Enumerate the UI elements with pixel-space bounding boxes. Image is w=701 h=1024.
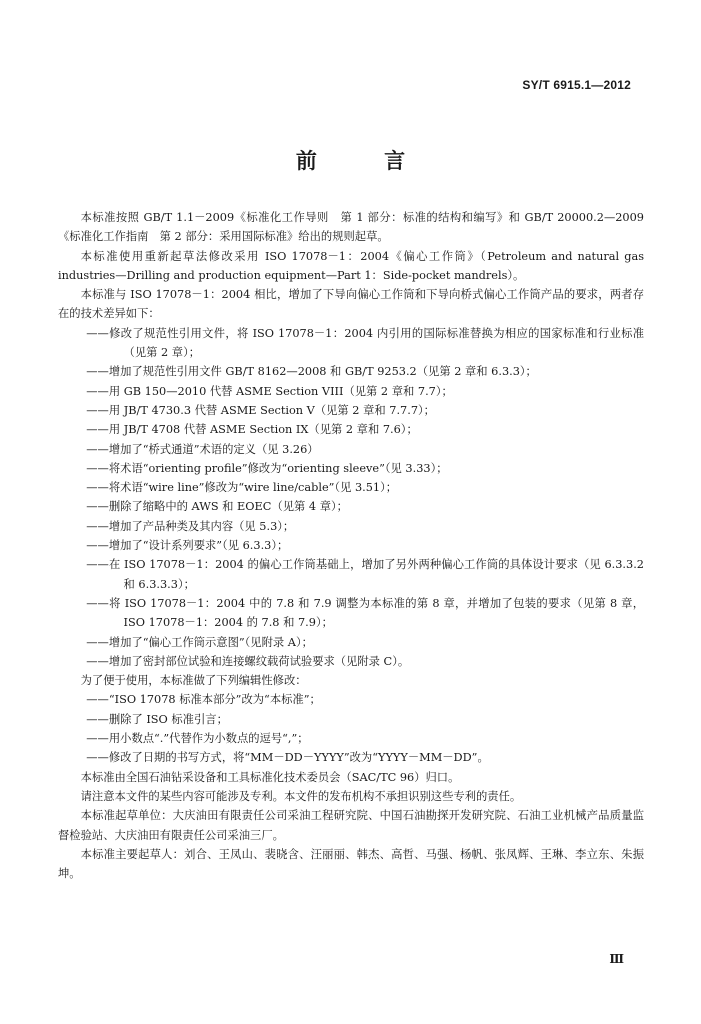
list-item: ——删除了 ISO 标准引言； xyxy=(86,712,228,726)
list-item: ——在 ISO 17078－1：2004 的偏心工作筒基础上，增加了另外两种偏心工作筒的具体设计要求（见 6.3.3.2 和 6.3.3.3）； xyxy=(86,558,644,591)
list-item: ——将 ISO 17078－1：2004 中的 7.8 和 7.9 调整为本标准的第 8 章，并增加了包装的要求（见第 8 章，ISO 17078－1：2004 的 7.8 和 7.9）； xyxy=(86,596,644,630)
list-item: ——增加了“桥式通道”术语的定义（见 3.26） xyxy=(86,442,319,456)
list-item: ——用 GB 150—2010 代替 ASME Section VIII（见第 2 章和 7.7）； xyxy=(86,384,453,398)
document-body xyxy=(58,208,644,883)
list-item: ——用小数点“.”代替作为小数点的逗号“,”； xyxy=(86,732,309,746)
list-item: ——用 JB/T 4708 代替 ASME Section IX（见第 2 章和 7.6）； xyxy=(86,423,418,437)
standard-code: SY/T 6915.1—2012 xyxy=(522,78,631,92)
page-title: 前 言 xyxy=(295,148,436,173)
editorial-intro-paragraph: 为了便于使用，本标准做了下列编辑性修改： xyxy=(80,674,307,688)
adoption-paragraph: 本标准使用重新起草法修改采用 ISO 17078－1：2004《偏心工作筒》（Petroleum and natural gas industries—Drilling and production equipment—Part 1：Side-pocket mandrels）。 xyxy=(58,249,644,282)
tech-differences-list xyxy=(58,324,644,671)
page-number: Ⅲ xyxy=(609,952,623,966)
committee-paragraph: 本标准由全国石油钻采设备和工具标准化技术委员会（SAC/TC 96）归口。 xyxy=(80,770,460,784)
list-item: ——增加了“设计系列要求”（见 6.3.3）； xyxy=(86,539,289,553)
editorial-changes-list xyxy=(58,690,644,767)
list-item: ——“ISO 17078 标准本部分”改为“本标准”； xyxy=(86,693,321,707)
list-item: ——增加了密封部位试验和连接螺纹载荷试验要求（见附录 C）。 xyxy=(86,654,410,668)
list-item: ——增加了规范性引用文件 GB/T 8162—2008 和 GB/T 9253.2（见第 2 章和 6.3.3）； xyxy=(86,365,537,379)
differences-intro-paragraph: 本标准与 ISO 17078－1：2004 相比，增加了下导向偏心工作筒和下导向桥式偏心工作筒产品的要求，两者存在的技术差异如下： xyxy=(58,288,644,321)
drafting-units-paragraph: 本标准起草单位：大庆油田有限责任公司采油工程研究院、中国石油勘探开发研究院、石油工业机械产品质量监督检验站、大庆油田有限责任公司采油三厂。 xyxy=(58,809,644,842)
drafters-paragraph: 本标准主要起草人：刘合、王凤山、裴晓含、汪丽丽、韩杰、高哲、马强、杨帆、张凤辉、王琳、李立东、朱振坤。 xyxy=(58,847,644,881)
list-item: ——将术语“wire line”修改为“wire line/cable”（见 3.51）； xyxy=(86,481,398,495)
list-item: ——修改了日期的书写方式，将“MM－DD－YYYY”改为“YYYY－MM－DD”。 xyxy=(86,751,489,765)
patent-notice-paragraph: 请注意本文件的某些内容可能涉及专利。本文件的发布机构不承担识别这些专利的责任。 xyxy=(80,789,522,803)
list-item: ——用 JB/T 4730.3 代替 ASME Section V（见第 2 章和 7.7.7）； xyxy=(86,403,435,417)
list-item: ——删除了缩略中的 AWS 和 EOEC（见第 4 章）； xyxy=(86,500,348,514)
list-item: ——增加了“偏心工作筒示意图”（见附录 A）； xyxy=(86,635,313,649)
drafting-rules-paragraph: 本标准按照 GB/T 1.1－2009《标准化工作导则 第 1 部分：标准的结构和编写》和 GB/T 20000.2—2009《标准化工作指南 第 2 部分：采用国际标准》给出的规则起草。 xyxy=(58,211,644,244)
list-item: ——将术语“orienting profile”修改为“orienting sleeve”（见 3.33）； xyxy=(86,461,448,475)
list-item: ——修改了规范性引用文件，将 ISO 17078－1：2004 内引用的国际标准替换为相应的国家标准和行业标准（见第 2 章）； xyxy=(86,326,644,360)
list-item: ——增加了产品种类及其内容（见 5.3）； xyxy=(86,519,295,533)
